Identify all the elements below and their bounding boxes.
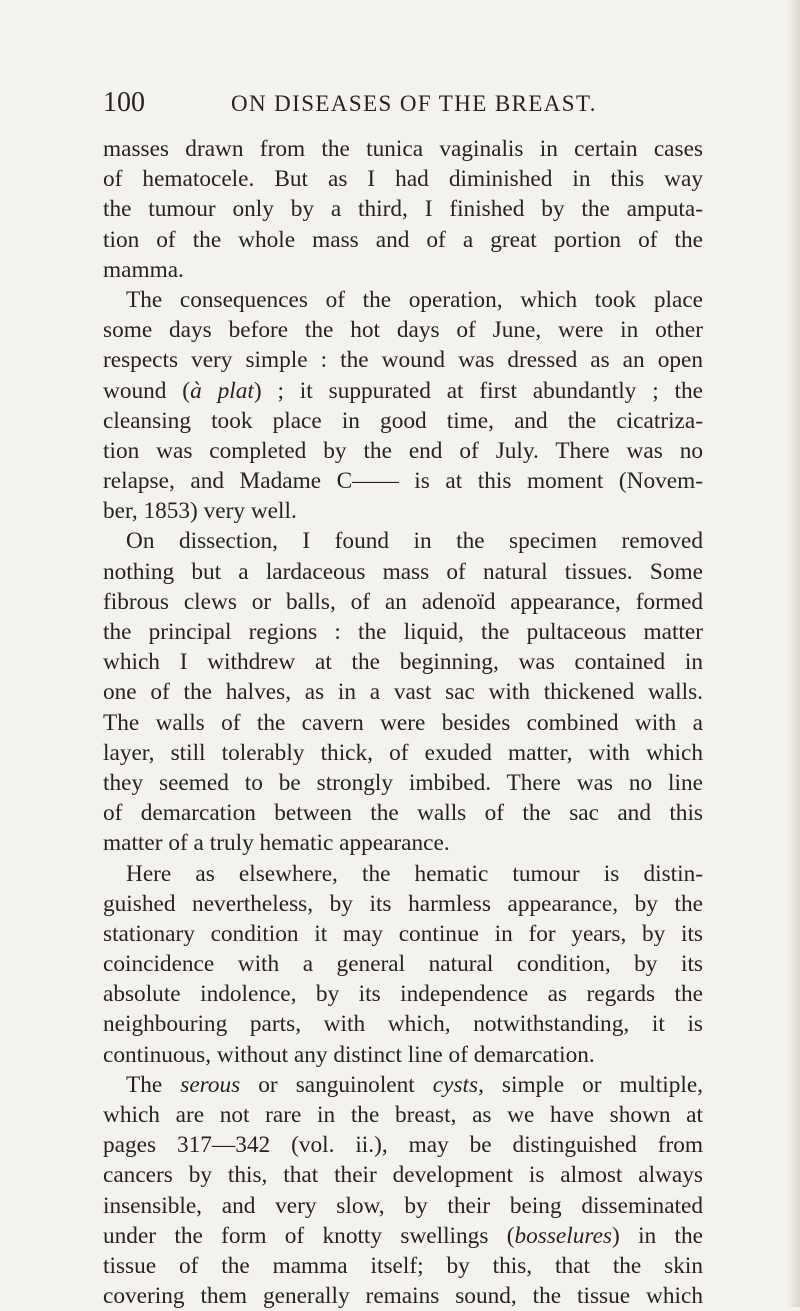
running-head [103,88,679,118]
text-line: absolute indolence, by its independence as regards the [103,981,703,1008]
text-line: stationary condition it may continue in for years, by its [103,920,703,947]
text-line: continuous, without any distinct line of demarcation. [103,1041,595,1068]
text-line: tissue of the mamma itself; by this, that the skin [103,1252,703,1279]
text-line: The consequences of the operation, which took place [126,286,703,313]
text-line: insensible, and very slow, by their being disseminated [103,1192,703,1219]
text-line: tion of the whole mass and of a great portion of the [103,226,703,253]
text-line: under the form of knotty swellings (bosselures) in the [103,1222,704,1249]
text-line: neighbouring parts, with which, notwithstanding, it is [103,1011,703,1038]
text-line: tion was completed by the end of July. There was no [103,437,703,464]
running-title: ON DISEASES OF THE BREAST. [231,91,597,116]
text-line: the principal regions : the liquid, the pultaceous matter [103,619,703,645]
text-line: cancers by this, that their development is almost always [103,1162,703,1189]
text-line: coincidence with a general natural condition, by its [103,951,703,978]
text-line: relapse, and Madame C—— is at this moment (Novem- [103,468,703,495]
text-line: pages 317—342 (vol. ii.), may be distinguished from [103,1132,703,1159]
page-number: 100 [103,87,145,118]
text-line: wound (à plat) ; it suppurated at first abundantly ; the [103,377,703,404]
text-line: nothing but a lardaceous mass of natural tissues. Some [103,558,703,585]
text-line: matter of a truly hematic appearance. [103,830,450,857]
text-line: fibrous clews or balls, of an adenoïd appearance, formed [103,588,703,615]
text-line: layer, still tolerably thick, of exuded matter, with which [103,739,703,766]
text-line: cleansing took place in good time, and the cicatriza- [103,407,703,434]
text-line: the tumour only by a third, I finished by the amputa- [103,196,703,223]
text-line: covering them generally remains sound, the tissue which [103,1283,703,1310]
text-line: respects very simple : the wound was dressed as an open [103,347,703,374]
text-line: The serous or sanguinolent cysts, simple or multiple, [126,1071,703,1098]
text-line: of demarcation between the walls of the sac and this [103,800,703,827]
text-line: Here as elsewhere, the hematic tumour is distin- [126,860,703,887]
text-line: ber, 1853) very well. [103,498,297,525]
text-line: On dissection, I found in the specimen removed [126,528,703,555]
text-line: which I withdrew at the beginning, was contained in [103,649,703,676]
text-line: guished nevertheless, by its harmless appearance, by the [103,890,703,917]
text-line: some days before the hot days of June, were in other [103,317,703,344]
text-line: they seemed to be strongly imbibed. There was no line [103,769,703,796]
text-line: of hematocele. But as I had diminished in this way [103,166,703,193]
text-line: which are not rare in the breast, as we have shown at [103,1102,703,1128]
text-line: The walls of the cavern were besides combined with a [103,709,703,736]
text-line: mamma. [103,256,184,283]
text-body [103,134,703,1311]
text-line: masses drawn from the tunica vaginalis in certain cases [103,136,703,162]
page-edge-shadow [786,0,800,1307]
text-line: one of the halves, as in a vast sac with thickened walls. [103,679,703,706]
